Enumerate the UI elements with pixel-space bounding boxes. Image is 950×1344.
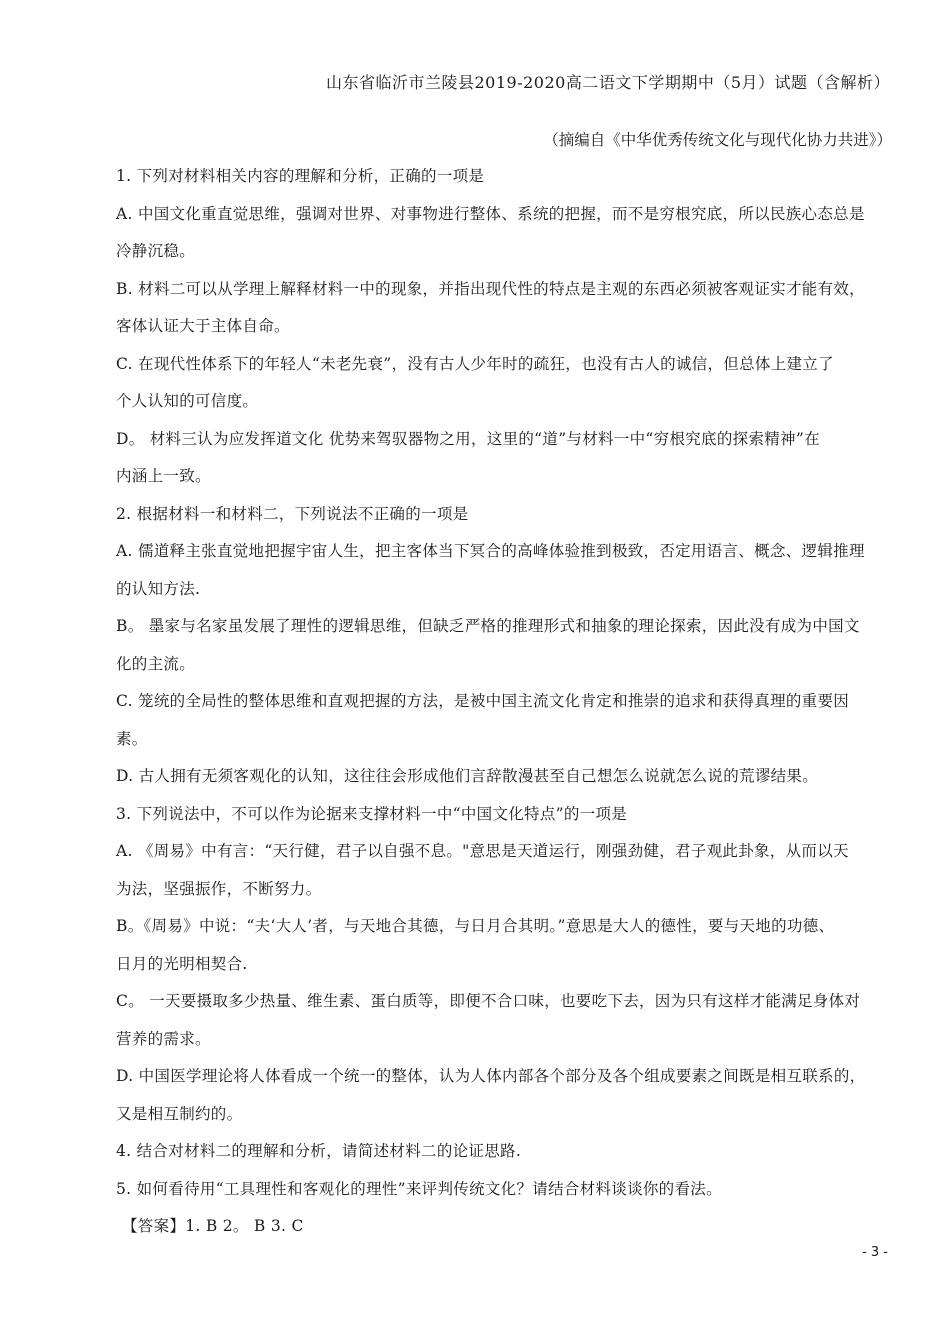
text-line: C. 笼统的全局性的整体思维和直观把握的方法，是被中国主流文化肯定和推崇的追求和获得真理的重要因 [116, 692, 850, 710]
text-line: 3. 下列说法中，不可以作为论据来支撑材料一中“中国文化特点”的一项是 [116, 804, 628, 823]
text-line: A. 《周易》中有言：“天行健，君子以自强不息。"意思是天道运行，刚强劲健，君子观此卦象，从而以天 [116, 842, 849, 860]
text-line: 的认知方法. [116, 579, 201, 598]
text-line: 素。 [116, 729, 148, 748]
text-line: 个人认知的可信度。 [116, 392, 259, 410]
document-body [116, 158, 894, 1246]
text-line: B。《周易》中说：“夫‘大人’者，与天地合其德，与日月合其明。”意思是大人的德性，要与天地的功德、 [116, 917, 835, 935]
text-line: 2. 根据材料一和材料二，下列说法不正确的一项是 [116, 504, 469, 523]
text-line: 又是相互制约的。 [116, 1104, 243, 1123]
text-line: 冷静沉稳。 [116, 242, 196, 260]
text-line: C。 一天要摄取多少热量、维生素、蛋白质等，即便不合口味，也要吃下去，因为只有这样才能满足身体对 [116, 992, 861, 1010]
text-line: D。 材料三认为应发挥道文化 优势来驾驭器物之用，这里的“道”与材料一中“穷根究底的探索精神”在 [116, 429, 820, 448]
page-number: - 3 - [862, 1245, 888, 1260]
text-line: 日月的光明相契合. [116, 954, 248, 973]
text-line: B。 墨家与名家虽发展了理性的逻辑思维，但缺乏严格的推理形式和抽象的理论探索，因此没有成为中国文 [116, 617, 860, 635]
text-line: C. 在现代性体系下的年轻人“未老先衰”，没有古人少年时的疏狂，也没有古人的诚信，但总体上建立了 [116, 354, 834, 373]
text-line: D. 古人拥有无须客观化的认知，这往往会形成他们言辞散漫甚至自己想怎么说就怎么说的荒谬结果。 [116, 767, 819, 785]
text-line: 化的主流。 [116, 654, 196, 673]
text-line: 5. 如何看待用“工具理性和客观化的理性”来评判传统文化？请结合材料谈谈你的看法。 [116, 1179, 722, 1198]
text-line: 1. 下列对材料相关内容的理解和分析，正确的一项是 [116, 167, 485, 185]
text-line: 客体认证大于主体自命。 [116, 317, 290, 335]
page-header: 山东省临沂市兰陵县2019-2020高二语文下学期期中（5月）试题（含解析） [325, 73, 890, 92]
text-line: A. 中国文化重直觉思维，强调对世界、对事物进行整体、系统的把握，而不是穷根究底，所以民族心态总是 [116, 204, 865, 223]
text-line: 营养的需求。 [116, 1029, 211, 1048]
text-line: 内涵上一致。 [116, 467, 211, 485]
source-citation: （摘编自《中华优秀传统文化与现代化协力共进》） [543, 131, 892, 149]
text-line: 为法，坚强振作，不断努力。 [116, 879, 322, 898]
answer-line: 【答案】1. B 2。 B 3. C [122, 1217, 304, 1235]
text-line: B. 材料二可以从学理上解释材料一中的现象，并指出现代性的特点是主观的东西必须被客观证实才能有效， [116, 279, 865, 298]
text-line: 4. 结合对材料二的理解和分析，请简述材料二的论证思路. [116, 1142, 522, 1160]
text-line: A. 儒道释主张直觉地把握宇宙人生，把主客体当下冥合的高峰体验推到极致，否定用语言、概念、逻辑推理 [116, 542, 865, 560]
text-line: D. 中国医学理论将人体看成一个统一的整体，认为人体内部各个部分及各个组成要素之间既是相互联系的， [116, 1067, 866, 1085]
